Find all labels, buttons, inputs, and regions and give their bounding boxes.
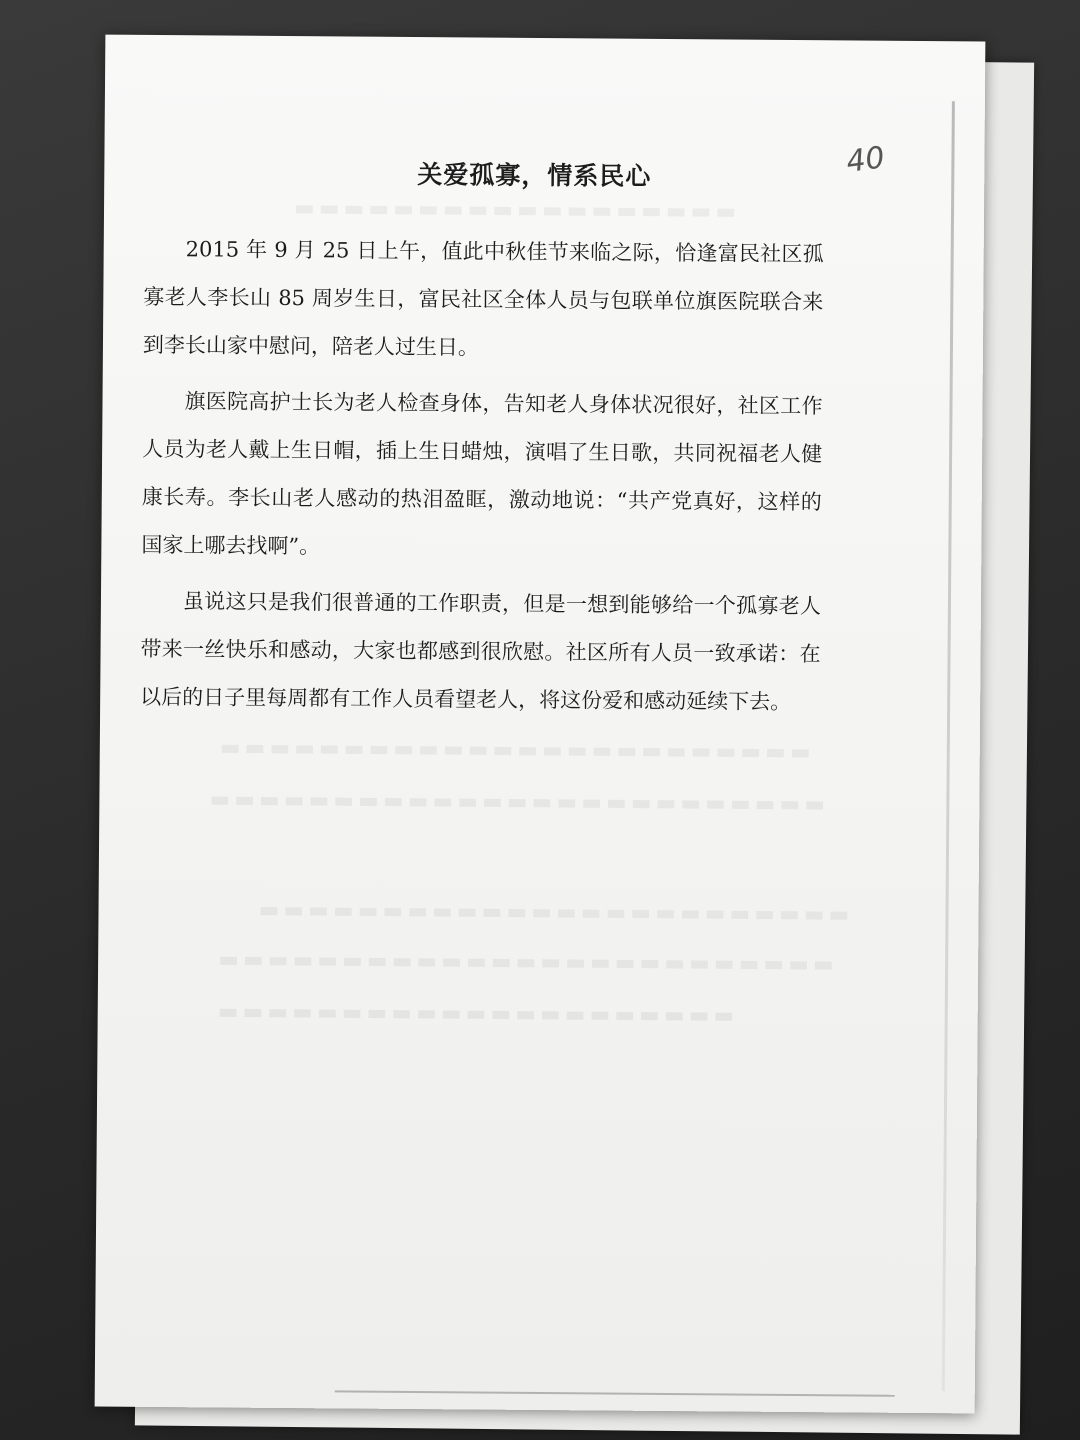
handwritten-page-number: 40: [844, 140, 887, 180]
document-body: [140, 225, 824, 734]
show-through-mark: ▬▬▬▬▬▬▬▬▬▬▬▬▬▬▬▬▬▬: [293, 196, 741, 225]
show-through-mark: ▬▬▬▬▬▬▬▬▬▬▬▬▬▬▬▬▬▬▬▬▬▬▬▬▬: [218, 947, 838, 978]
paragraph: 虽说这只是我们很普通的工作职责，但是一想到能够给一个孤寡老人带来一丝快乐和感动，大家也都感到很欣慰。社区所有人员一致承诺：在以后的日子里每周都有工作人员看望老人，将这份爱和感动延续下去。: [140, 589, 822, 714]
page-edge-shadow: [942, 101, 955, 1391]
show-through-mark: ▬▬▬▬▬▬▬▬▬▬▬▬▬▬▬▬▬▬▬▬▬▬▬▬▬: [209, 787, 830, 818]
document-title: 关爱孤寡，情系民心: [417, 160, 652, 191]
show-through-mark: ▬▬▬▬▬▬▬▬▬▬▬▬▬▬▬▬▬▬▬▬▬▬▬▬: [258, 897, 854, 928]
page-bottom-edge: [335, 1390, 895, 1396]
paragraph: 2015 年 9 月 25 日上午，值此中秋佳节来临之际，恰逢富民社区孤寡老人李长山 85 周岁生日，富民社区全体人员与包联单位旗医院联合来到李长山家中慰问，陪老人过生日。: [142, 237, 824, 360]
paragraph: 旗医院高护士长为老人检查身体，告知老人身体状况很好，社区工作人员为老人戴上生日帽，插上生日蜡烛，演唱了生日歌，共同祝福老人健康长寿。李长山老人感动的热泪盈眶，激动地说：“共产党真好，这样的国家上哪去找啊”。: [141, 389, 823, 559]
show-through-mark: ▬▬▬▬▬▬▬▬▬▬▬▬▬▬▬▬▬▬▬▬▬▬▬▬: [219, 735, 815, 766]
show-through-mark: ▬▬▬▬▬▬▬▬▬▬▬▬▬▬▬▬▬▬▬▬▬: [217, 999, 739, 1029]
document-page: [95, 35, 986, 1414]
